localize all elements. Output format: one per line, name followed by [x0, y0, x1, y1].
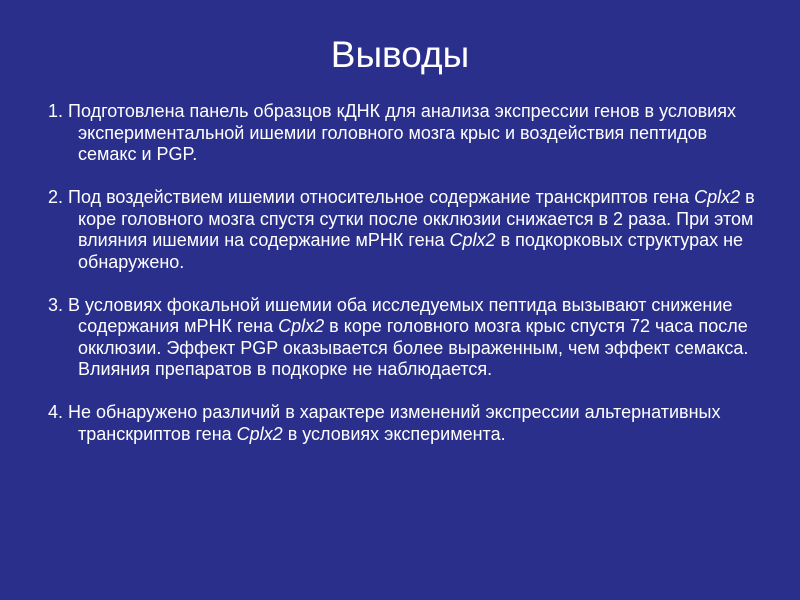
- conclusion-text: в подкорковых структурах не обнаружено.: [78, 230, 744, 272]
- conclusion-text: 2. Под воздействием ишемии относительное содержание транскриптов гена: [48, 187, 695, 207]
- conclusion-text: 1. Подготовлена панель образцов кДНК для анализа экспрессии генов в условиях экспериментальной ишемии головного мозга крыс и воздействия пептидов семакс и PGP.: [48, 101, 736, 164]
- conclusion-item-3: [48, 295, 760, 381]
- conclusion-item-4: [48, 402, 760, 445]
- conclusion-text: 3. В условиях фокальной ишемии оба исследуемых пептида вызывают снижение содержания мРНК гена: [48, 294, 733, 336]
- conclusion-item-1: [48, 101, 760, 166]
- gene-name: Cplx2: [236, 423, 283, 444]
- conclusions-list: [48, 101, 760, 445]
- conclusion-text: в коре головного мозга крыс спустя 72 часа после окклюзии. Эффект PGP оказывается более выраженным, чем эффект семакса. Влияния препаратов в подкорке не наблюдается.: [78, 316, 749, 379]
- gene-name: Cplx2: [278, 316, 325, 336]
- gene-name: Cplx2: [449, 230, 496, 250]
- conclusion-text: в условиях эксперимента.: [282, 423, 506, 444]
- conclusion-item-2: [48, 187, 760, 273]
- conclusion-text: 4. Не обнаружено различий в характере изменений экспрессии альтернативных транскриптов гена: [48, 402, 721, 444]
- gene-name: Cplx2: [694, 187, 741, 207]
- conclusion-text: в коре головного мозга спустя сутки после окклюзии снижается в 2 раза. При этом влияния ишемии на содержание мРНК гена: [78, 187, 755, 250]
- slide-title: Выводы: [330, 34, 470, 75]
